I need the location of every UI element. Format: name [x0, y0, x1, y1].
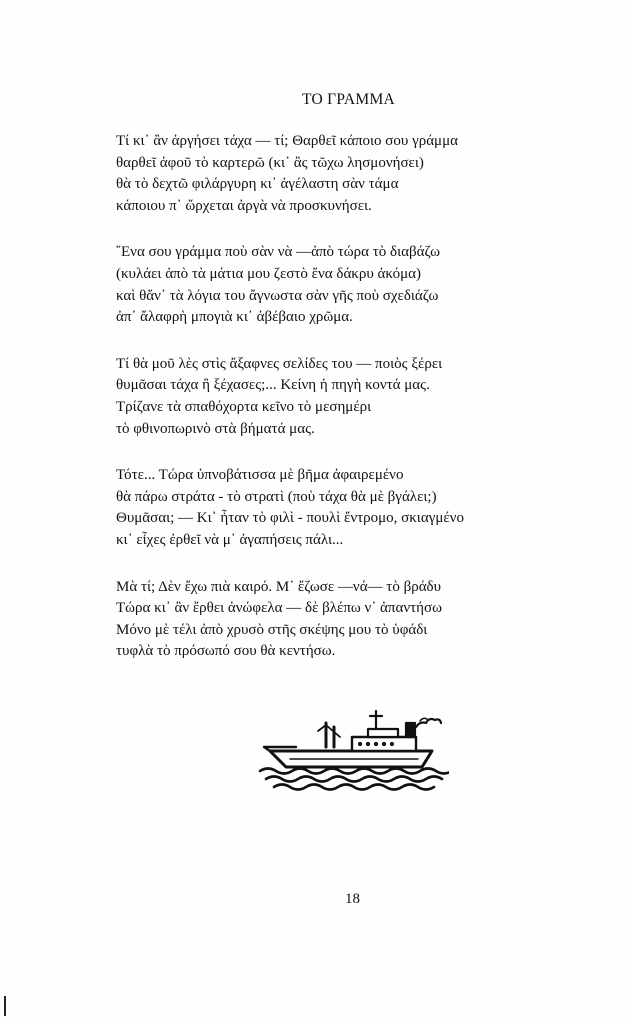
- poem-line: Μὰ τί; Δὲν ἔχω πιὰ καιρό. Μ᾽ ἔζωσε —νά— τὸ βράδυ: [116, 578, 442, 595]
- poem-line: Τότε... Τώρα ὑπνοβάτισσα μὲ βῆμα ἀφαιρεμένο: [116, 467, 404, 484]
- stanza: [116, 131, 556, 217]
- poem-line: ἀπ᾽ ἄλαφρὴ μπογιὰ κι᾽ ἀβέβαιο χρῶμα.: [116, 309, 353, 326]
- poem-line: Τί θὰ μοῦ λὲς στὶς ἄξαφνες σελίδες του — ποιὸς ξέρει: [116, 355, 443, 372]
- poem-body: [116, 131, 556, 688]
- poem-line: κάποιου π᾽ ὤρχεται ἀργὰ νὰ προσκυνήσει.: [116, 197, 372, 214]
- poem-line: ῞Ενα σου γράμμα ποὺ σὰν νὰ —ἀπὸ τώρα τὸ διαβάζω: [116, 244, 441, 261]
- poem-line: κι᾽ εἶχες ἐρθεῖ νὰ μ᾽ ἀγαπήσεις πάλι...: [116, 531, 344, 548]
- poem-line: θὰ τὸ δεχτῶ φιλάργυρη κι᾽ ἀγέλαστη σὰν τάμα: [116, 176, 399, 193]
- poem-line: Θυμᾶσαι; — Κι᾽ ἦταν τὸ φιλὶ - πουλὶ ἔντρομο, σκιαγμένο: [116, 510, 464, 527]
- stanza: [116, 242, 556, 328]
- poem-line: Τρίζανε τὰ σπαθόχορτα κεῖνο τὸ μεσημέρι: [116, 398, 372, 415]
- poem-line: τὸ φθινοπωρινὸ στὰ βήματά μας.: [116, 420, 315, 437]
- scan-edge-mark: [4, 996, 6, 1016]
- poem-line: Μόνο μὲ τέλι ἀπὸ χρυσὸ στῆς σκέψης μου τὸ ὑφάδι: [116, 621, 428, 638]
- poem-line: θὰ πάρω στράτα - τὸ στρατὶ (ποὺ τάχα θὰ μὲ βγάλει;): [116, 488, 437, 505]
- steamship-icon: [256, 707, 449, 793]
- poem-title: ΤΟ ΓΡΑΜΜΑ: [301, 91, 396, 108]
- page-number: 18: [345, 891, 360, 907]
- poem-line: θυμᾶσαι τάχα ἢ ξέχασες;... Κείνη ἡ πηγὴ κοντά μας.: [116, 377, 430, 394]
- stanza: [116, 465, 556, 551]
- poem-line: τυφλὰ τὸ πρόσωπό σου θὰ κεντήσω.: [116, 643, 336, 660]
- poem-line: θαρθεῖ ἀφοῦ τὸ καρτερῶ (κι᾽ ἂς τῶχω λησμονήσει): [116, 154, 424, 171]
- poem-line: (κυλάει ἀπὸ τὰ μάτια μου ζεστὸ ἕνα δάκρυ ἀκόμα): [116, 265, 422, 282]
- stanza: [116, 577, 556, 663]
- poem-line: Τώρα κι᾽ ἂν ἔρθει ἀνώφελα — δὲ βλέπω ν᾽ ἀπαντήσω: [116, 600, 442, 617]
- poem-line: καὶ θἄν᾽ τὰ λόγια του ἄγνωστα σὰν γῆς ποὺ σχεδιάζω: [116, 287, 439, 304]
- poem-line: Τί κι᾽ ἂν ἀργήσει τάχα — τί; Θαρθεῖ κάποιο σου γράμμα: [116, 133, 458, 149]
- stanza: [116, 354, 556, 440]
